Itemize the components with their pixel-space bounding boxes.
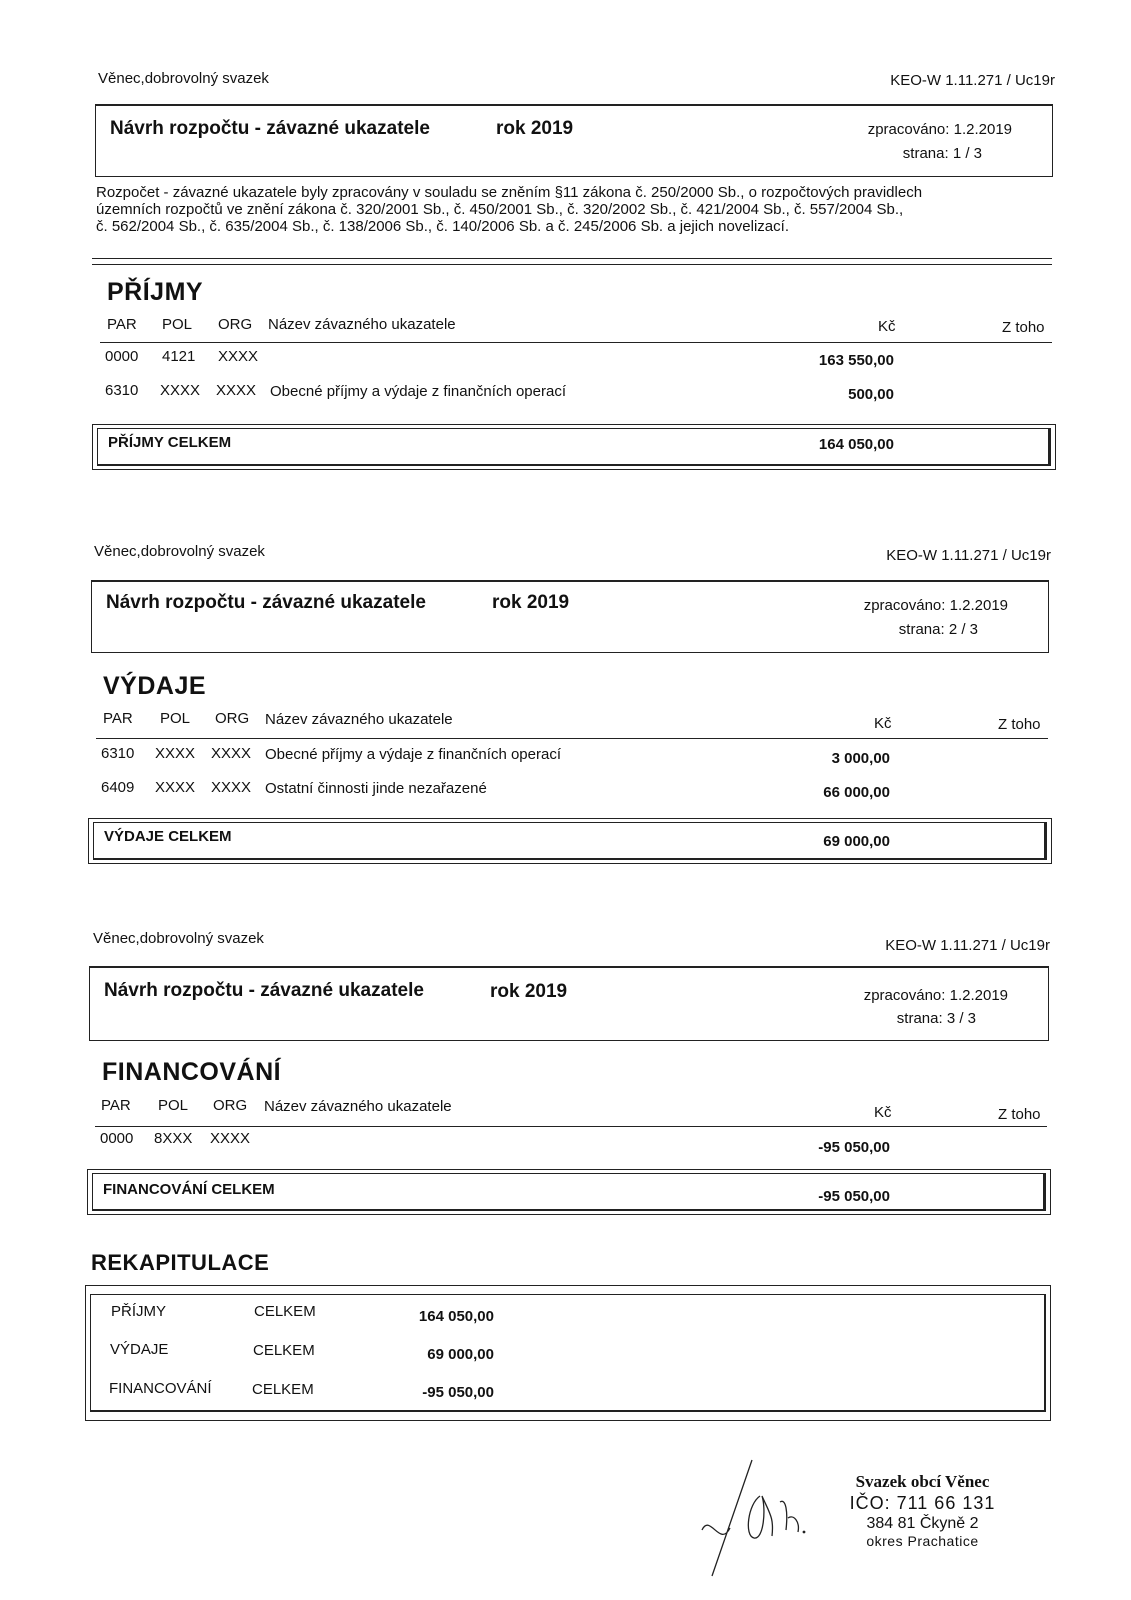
col-pol: POL [158, 1097, 189, 1114]
row-org: XXXX [218, 348, 259, 365]
organization-name: Věnec,dobrovolný svazek [94, 543, 265, 560]
recap-kind: CELKEM [252, 1381, 314, 1398]
organization-name: Věnec,dobrovolný svazek [93, 930, 264, 947]
budget-year: rok 2019 [496, 118, 574, 139]
section-title: FINANCOVÁNÍ [102, 1058, 282, 1086]
recap-title: REKAPITULACE [91, 1250, 270, 1275]
stamp-ico: IČO: 711 66 131 [849, 1493, 996, 1513]
document-code: KEO-W 1.11.271 / Uc19r [890, 72, 1055, 89]
total-label: FINANCOVÁNÍ CELKEM [103, 1181, 275, 1198]
header-box [95, 104, 1053, 177]
processed-label: zpracováno: [867, 121, 950, 138]
row-pol: XXXX [155, 745, 196, 762]
row-pol: XXXX [160, 382, 201, 399]
processed-label: zpracováno: [863, 597, 946, 614]
row-par: 6409 [101, 779, 135, 796]
page-info [776, 621, 978, 638]
page-info [780, 145, 982, 162]
stamp-district: okres Prachatice [866, 1533, 979, 1549]
row-par: 0000 [100, 1130, 134, 1147]
col-name: Název závazného ukazatele [268, 316, 456, 333]
recap-amount: -95 050,00 [422, 1384, 494, 1401]
row-amount: -95 050,00 [818, 1139, 890, 1156]
row-par: 6310 [101, 745, 135, 762]
total-box [88, 818, 1052, 864]
row-pol: XXXX [155, 779, 196, 796]
page-info [776, 1010, 976, 1027]
col-par: PAR [107, 316, 137, 333]
document-title: Návrh rozpočtu - závazné ukazatele [104, 980, 424, 1001]
row-org: XXXX [211, 779, 252, 796]
total-box [92, 424, 1056, 470]
total-label: PŘÍJMY CELKEM [108, 434, 232, 451]
organization-stamp [810, 1472, 1035, 1550]
col-kc: Kč [878, 318, 896, 335]
document-title: Návrh rozpočtu - závazné ukazatele [106, 592, 426, 613]
processed-date: 1.2.2019 [953, 121, 1012, 138]
header-box [91, 580, 1049, 653]
processed-info [776, 987, 1008, 1004]
page-label: strana: [898, 621, 945, 638]
intro-line: č. 562/2004 Sb., č. 635/2004 Sb., č. 138/2006 Sb., č. 140/2006 Sb. a č. 245/2006 Sb. a jejich novelizací. [96, 218, 789, 235]
document-code: KEO-W 1.11.271 / Uc19r [885, 937, 1050, 954]
processed-info [780, 121, 1012, 138]
budget-year: rok 2019 [490, 981, 568, 1002]
total-amount: -95 050,00 [818, 1188, 890, 1205]
col-org: ORG [215, 710, 250, 727]
recap-amount: 164 050,00 [418, 1308, 494, 1325]
row-name: Obecné příjmy a výdaje z finančních operací [265, 746, 561, 763]
row-pol: 4121 [162, 348, 196, 365]
page-label: strana: [902, 145, 949, 162]
row-par: 6310 [105, 382, 139, 399]
col-pol: POL [162, 316, 193, 333]
col-z-toho: Z toho [998, 716, 1041, 733]
budget-year: rok 2019 [492, 592, 570, 613]
col-z-toho: Z toho [998, 1106, 1041, 1123]
signature [690, 1458, 830, 1588]
page-number: 2 / 3 [948, 621, 978, 638]
total-amount: 164 050,00 [818, 436, 894, 453]
recap-box [85, 1285, 1051, 1421]
intro-line: Rozpočet - závazné ukazatele byly zpracovány v souladu se zněním §11 zákona č. 250/2000 Sb., o rozpočtových pravidlech [96, 184, 923, 201]
row-amount: 500,00 [848, 386, 894, 403]
col-par: PAR [101, 1097, 131, 1114]
row-amount: 66 000,00 [823, 784, 890, 801]
recap-label: VÝDAJE [110, 1341, 169, 1358]
document-title: Návrh rozpočtu - závazné ukazatele [110, 118, 430, 139]
processed-date: 1.2.2019 [949, 987, 1008, 1004]
row-org: XXXX [211, 745, 252, 762]
row-name: Ostatní činnosti jinde nezařazené [265, 780, 487, 797]
col-org: ORG [218, 316, 253, 333]
page-number: 3 / 3 [946, 1010, 976, 1027]
double-rule-top [92, 258, 1052, 259]
recap-kind: CELKEM [253, 1342, 315, 1359]
processed-info [776, 597, 1008, 614]
recap-kind: CELKEM [254, 1303, 316, 1320]
stamp-address: 384 81 Čkyně 2 [866, 1515, 979, 1532]
row-par: 0000 [105, 348, 139, 365]
total-label: VÝDAJE CELKEM [104, 828, 232, 845]
section-title: PŘÍJMY [107, 278, 204, 306]
total-amount: 69 000,00 [823, 833, 890, 850]
row-name: Obecné příjmy a výdaje z finančních operací [270, 383, 566, 400]
page-label: strana: [896, 1010, 943, 1027]
col-par: PAR [103, 710, 133, 727]
col-kc: Kč [874, 1104, 892, 1121]
col-kc: Kč [874, 715, 892, 732]
col-org: ORG [213, 1097, 248, 1114]
col-z-toho: Z toho [1002, 319, 1045, 336]
recap-amount: 69 000,00 [427, 1346, 494, 1363]
header-rule [96, 738, 1048, 739]
double-rule-bottom [92, 264, 1052, 265]
organization-name: Věnec,dobrovolný svazek [98, 70, 269, 87]
row-pol: 8XXX [154, 1130, 193, 1147]
recap-label: FINANCOVÁNÍ [109, 1380, 212, 1397]
col-name: Název závazného ukazatele [265, 711, 453, 728]
intro-paragraph [96, 184, 1056, 235]
recap-label: PŘÍJMY [111, 1303, 167, 1320]
header-rule [100, 342, 1052, 343]
row-org: XXXX [216, 382, 257, 399]
page-number: 1 / 3 [952, 145, 982, 162]
header-rule [95, 1126, 1047, 1127]
col-name: Název závazného ukazatele [264, 1098, 452, 1115]
row-amount: 3 000,00 [831, 750, 890, 767]
col-pol: POL [160, 710, 191, 727]
row-amount: 163 550,00 [818, 352, 894, 369]
intro-line: územních rozpočtů ve znění zákona č. 320/2001 Sb., č. 450/2001 Sb., č. 320/2002 Sb., č. 421/2004 Sb., č. 557/2004 Sb., [96, 201, 904, 218]
document-code: KEO-W 1.11.271 / Uc19r [886, 547, 1051, 564]
processed-date: 1.2.2019 [949, 597, 1008, 614]
section-title: VÝDAJE [103, 672, 207, 700]
processed-label: zpracováno: [863, 987, 946, 1004]
stamp-name: Svazek obcí Věnec [855, 1472, 990, 1491]
row-org: XXXX [210, 1130, 251, 1147]
